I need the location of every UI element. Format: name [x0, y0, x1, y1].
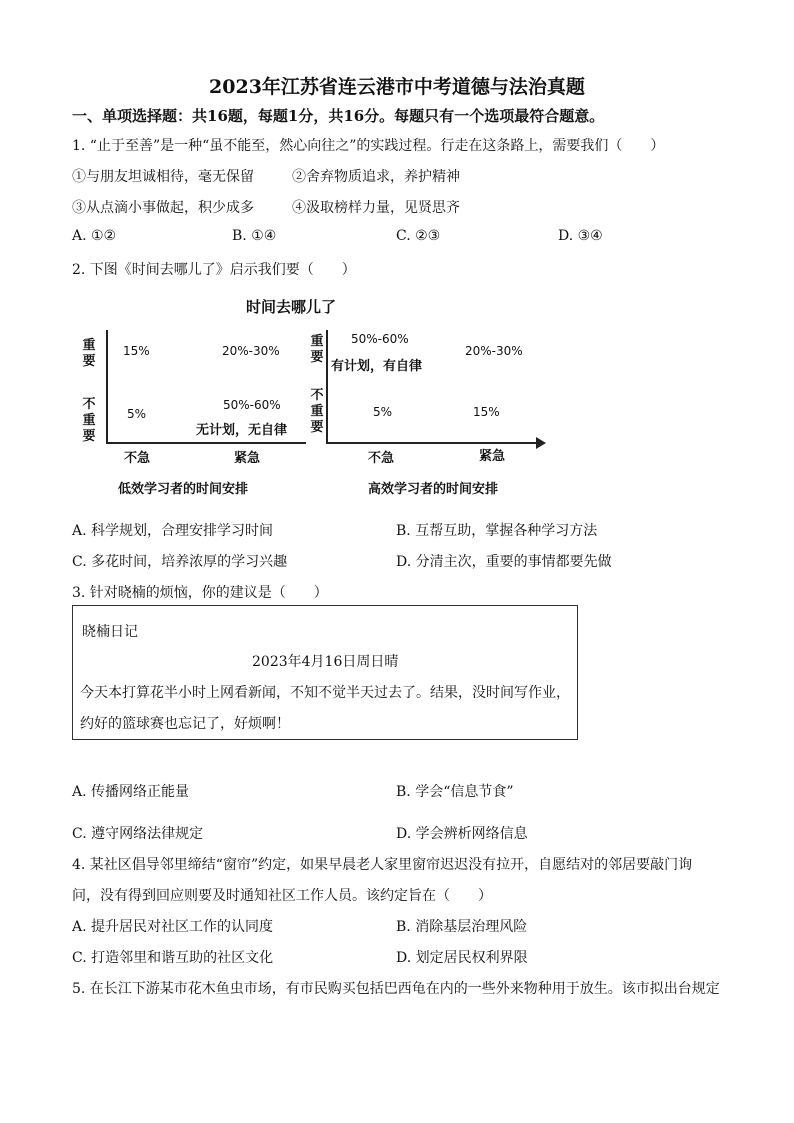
left-label-not-urgent: 不急	[124, 451, 151, 466]
q1-option-c[interactable]: C. ②③	[396, 228, 441, 244]
q4-option-d[interactable]: D. 划定居民权利界限	[396, 950, 528, 966]
left-cell-important-not-urgent: 15%	[123, 344, 150, 358]
q2-option-d[interactable]: D. 分清主次，重要的事情都要先做	[396, 554, 612, 570]
right-caption: 高效学习者的时间安排	[368, 482, 499, 497]
q3-stem: 3. 针对晓楠的烦恼，你的建议是（ ）	[72, 585, 328, 601]
right-label-urgent: 紧急	[479, 449, 506, 464]
q1-option-d[interactable]: D. ③④	[558, 228, 603, 244]
q2-option-a[interactable]: A. 科学规划，合理安排学习时间	[72, 523, 274, 539]
q1-option-b[interactable]: B. ①④	[232, 228, 277, 244]
q3-option-c[interactable]: C. 遵守网络法律规定	[72, 826, 204, 842]
q4-option-c[interactable]: C. 打造邻里和谐互助的社区文化	[72, 950, 274, 966]
figure-title: 时间去哪儿了	[246, 298, 337, 316]
right-label-not-important: 不重要	[310, 388, 324, 435]
left-cell-minor-not-urgent: 5%	[127, 407, 147, 421]
q4-option-a[interactable]: A. 提升居民对社区工作的认同度	[72, 919, 274, 935]
left-cell-important-urgent: 20%-30%	[222, 344, 280, 358]
q3-option-a[interactable]: A. 传播网络正能量	[72, 784, 190, 800]
q1-statement-2: ②舍弃物质追求，养护精神	[292, 169, 460, 185]
right-cell-minor-not-urgent: 5%	[373, 405, 393, 419]
left-caption: 低效学习者的时间安排	[118, 482, 249, 497]
right-y-axis	[326, 330, 328, 444]
left-y-axis	[106, 330, 108, 444]
left-label-urgent: 紧急	[234, 451, 261, 466]
page-title: 2023年江苏省连云港市中考道德与法治真题	[209, 76, 585, 98]
q1-stem: 1. “止于至善”是一种“虽不能至，然心向往之”的实践过程。行走在这条路上，需要我们（ ）	[72, 138, 665, 154]
q4-stem-line-2: 问，没有得到回应则要及时通知社区工作人员。该约定旨在（ ）	[72, 888, 492, 904]
left-x-axis	[106, 442, 306, 444]
right-cell-important-not-urgent: 50%-60%	[351, 332, 409, 346]
q4-option-b[interactable]: B. 消除基层治理风险	[396, 919, 528, 935]
q2-stem: 2. 下图《时间去哪儿了》启示我们要（ ）	[72, 262, 356, 278]
diary-line-2: 约好的篮球赛也忘记了，好烦啊！	[80, 716, 290, 732]
q5-stem: 5. 在长江下游某市花木鱼虫市场，有市民购买包括巴西龟在内的一些外来物种用于放生。该市拟出台规定	[72, 981, 720, 997]
right-cell-note: 有计划，有自律	[331, 359, 423, 374]
q1-statement-1: ①与朋友坦诚相待，毫无保留	[72, 169, 254, 185]
right-x-arrow-icon	[536, 437, 546, 449]
right-x-axis	[326, 442, 536, 444]
diary-line-1: 今天本打算花半小时上网看新闻，不知不觉半天过去了。结果，没时间写作业，	[80, 685, 570, 701]
left-label-important: 重要	[82, 338, 96, 369]
q1-statement-4: ④汲取榜样力量，见贤思齐	[292, 200, 460, 216]
right-label-important: 重要	[310, 334, 324, 365]
q1-option-a[interactable]: A. ①②	[72, 228, 117, 244]
q2-option-c[interactable]: C. 多花时间，培养浓厚的学习兴趣	[72, 554, 288, 570]
q3-option-d[interactable]: D. 学会辨析网络信息	[396, 826, 528, 842]
right-cell-important-urgent: 20%-30%	[465, 344, 523, 358]
right-label-not-urgent: 不急	[368, 451, 395, 466]
left-label-not-important: 不重要	[82, 397, 96, 444]
right-cell-minor-urgent: 15%	[473, 405, 500, 419]
q3-option-b[interactable]: B. 学会“信息节食”	[396, 784, 514, 800]
diary-title: 晓楠日记	[82, 624, 138, 640]
q4-stem-line-1: 4. 某社区倡导邻里缔结“窗帘”约定，如果早晨老人家里窗帘迟迟没有拉开，自愿结对的邻居要敲门询	[72, 857, 693, 873]
left-cell-note: 无计划，无自律	[196, 423, 288, 438]
q2-option-b[interactable]: B. 互帮互助，掌握各种学习方法	[396, 523, 598, 539]
q1-statement-3: ③从点滴小事做起，积少成多	[72, 200, 254, 216]
section-heading: 一、单项选择题：共16题，每题1分，共16分。每题只有一个选项最符合题意。	[72, 107, 605, 125]
diary-date: 2023年4月16日周日晴	[252, 654, 399, 670]
left-cell-minor-urgent: 50%-60%	[223, 398, 281, 412]
